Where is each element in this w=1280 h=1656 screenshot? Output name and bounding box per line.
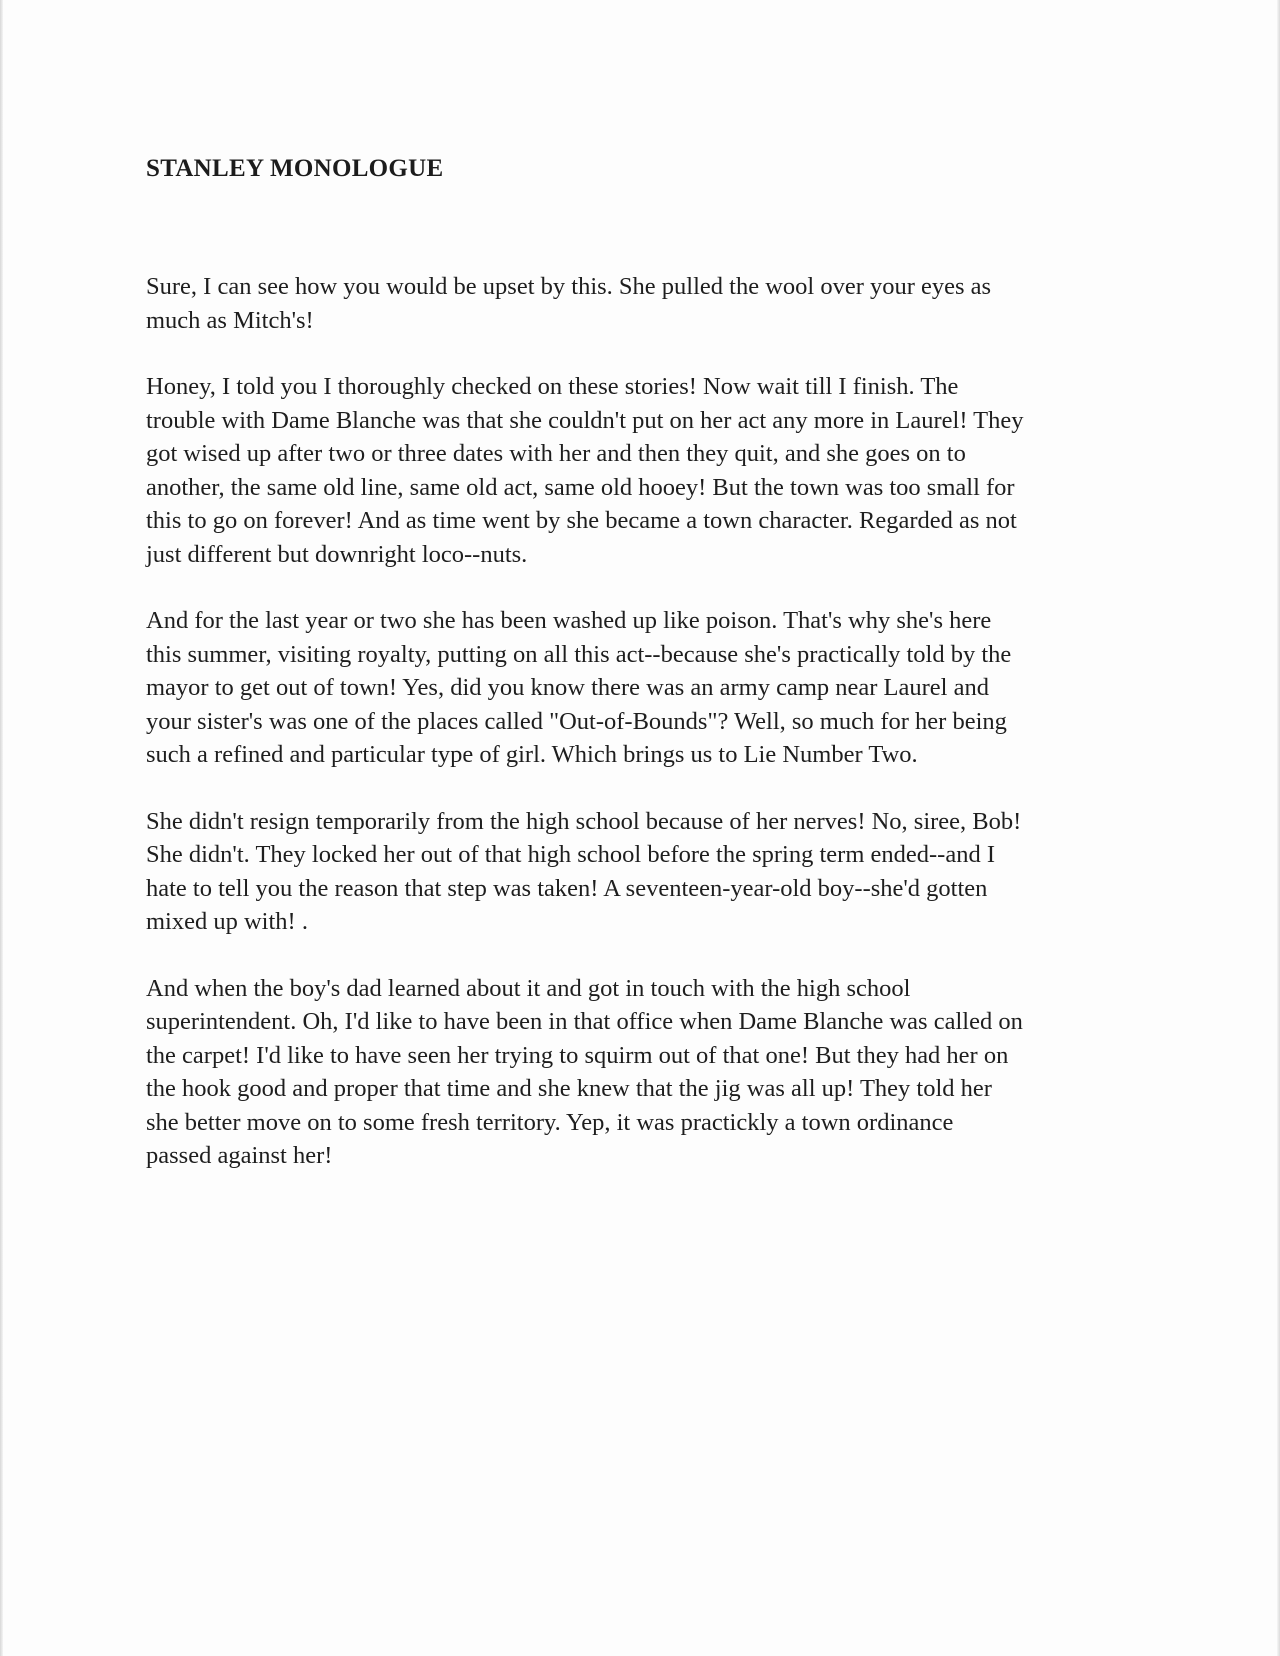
paragraph-2: Honey, I told you I thoroughly checked on these stories! Now wait till I finish. The trouble with Dame Blanche was that she couldn't put on her act any more in Laurel! They got wised up after two or three dates with her and then they quit, and she goes on to another, the same old line, same old act, same old hooey! But the town was too small for this to go on forever! And as time went by she became a town character. Regarded as not just different but downright loco--nuts. [146, 373, 1024, 568]
monologue-body [146, 270, 1136, 1206]
paragraph-4: She didn't resign temporarily from the high school because of her nerves! No, siree, Bob! She didn't. They locked her out of that high school before the spring term ended--and I hate to tell you the reason that step was taken! A seventeen-year-old boy--she'd gotten mixed up with! . [146, 807, 1022, 935]
paragraph-1: Sure, I can see how you would be upset by this. She pulled the wool over your eyes as much as Mitch's! [146, 273, 992, 334]
paragraph-5: And when the boy's dad learned about it and got in touch with the high school superintendent. Oh, I'd like to have been in that office when Dame Blanche was called on the carpet! I'd like to have seen her trying to squirm out of that one! But they had her on the hook good and proper that time and she knew that the jig was all up! They told her she better move on to some fresh territory. Yep, it was practickly a town ordinance passed against her! [146, 974, 1023, 1169]
document-title: STANLEY MONOLOGUE [146, 155, 444, 182]
paragraph-3: And for the last year or two she has been washed up like poison. That's why she's here this summer, visiting royalty, putting on all this act--because she's practically told by the mayor to get out of town! Yes, did you know there was an army camp near Laurel and your sister's was one of the places called "Out-of-Bounds"? Well, so much for her being such a refined and particular type of girl. Which brings us to Lie Number Two. [146, 607, 1012, 768]
page-edge-left [0, 0, 3, 1656]
